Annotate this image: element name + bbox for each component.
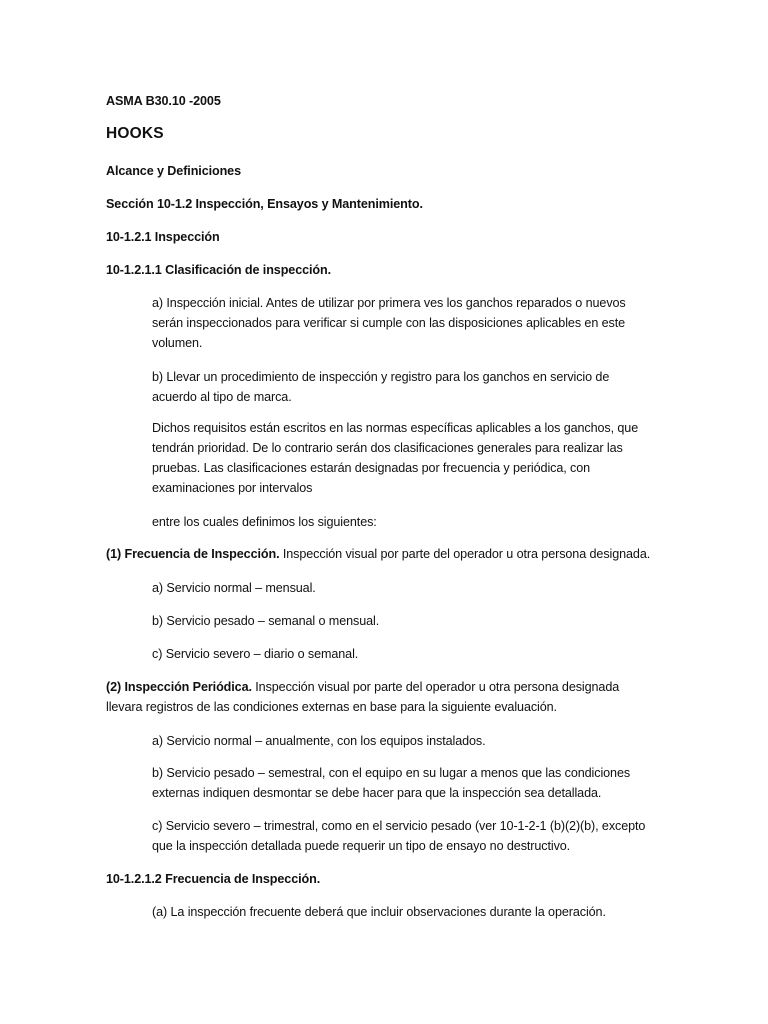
item-1-line [106,546,650,562]
item-1-label: (1) Frecuencia de Inspección. [106,547,280,561]
final-paragraph: (a) La inspección frecuente deberá que incluir observaciones durante la operación. [152,905,606,919]
item-1-sub-a: a) Servicio normal – mensual. [152,581,316,595]
paragraph-c-line-3: pruebas. Las clasificaciones estarán designadas por frecuencia y periódica, con [152,461,591,475]
item-2-sub-a: a) Servicio normal – anualmente, con los equipos instalados. [152,734,486,748]
paragraph-c-line-1: Dichos requisitos están escritos en las normas específicas aplicables a los ganchos, que [152,421,639,435]
item-2-sub-b-line-1: b) Servicio pesado – semestral, con el equipo en su lugar a menos que las condiciones [152,766,631,780]
item-2-label: (2) Inspección Periódica. [106,680,252,694]
paragraph-b-line-1: b) Llevar un procedimiento de inspección y registro para los ganchos en servicio de [152,370,610,384]
item-1-sub-b: b) Servicio pesado – semanal o mensual. [152,614,380,628]
item-2-sub-c-line-1: c) Servicio severo – trimestral, como en el servicio pesado (ver 10-1-2-1 (b)(2)(b), excepto [152,819,646,833]
paragraph-b-line-2: acuerdo al tipo de marca. [152,390,292,404]
item-2-line-1 [106,679,619,695]
item-1-text: Inspección visual por parte del operador u otra persona designada. [279,547,651,561]
section-heading-10-1-2-1: 10-1.2.1 Inspección [106,230,220,244]
paragraph-a-line-1: a) Inspección inicial. Antes de utilizar por primera ves los ganchos reparados o nuevos [152,296,626,310]
section-heading-10-1-2: Sección 10-1.2 Inspección, Ensayos y Mantenimiento. [106,197,423,211]
document-subtitle: Alcance y Definiciones [106,164,241,178]
document-title: HOOKS [106,125,164,142]
section-heading-10-1-2-1-1: 10-1.2.1.1 Clasificación de inspección. [106,263,331,277]
item-1-sub-c: c) Servicio severo – diario o semanal. [152,647,359,661]
paragraph-c-line-2: tendrán prioridad. De lo contrario serán dos clasificaciones generales para realizar las [152,441,623,455]
paragraph-d: entre los cuales definimos los siguientes: [152,515,377,529]
section-heading-10-1-2-1-2: 10-1.2.1.2 Frecuencia de Inspección. [106,872,321,886]
paragraph-c-line-4: examinaciones por intervalos [152,481,313,495]
item-2-sub-c-line-2: que la inspección detallada puede requerir un tipo de ensayo no destructivo. [152,839,571,853]
paragraph-a-line-3: volumen. [152,336,203,350]
document-header: ASMA B30.10 -2005 [106,94,221,108]
item-2-text: Inspección visual por parte del operador u otra persona designada [251,680,620,694]
item-2-sub-b-line-2: externas indiquen desmontar se debe hacer para que la inspección sea detallada. [152,786,602,800]
paragraph-a-line-2: serán inspeccionados para verificar si cumple con las disposiciones aplicables en este [152,316,626,330]
item-2-line-2: llevara registros de las condiciones externas en base para la siguiente evaluación. [106,700,557,714]
